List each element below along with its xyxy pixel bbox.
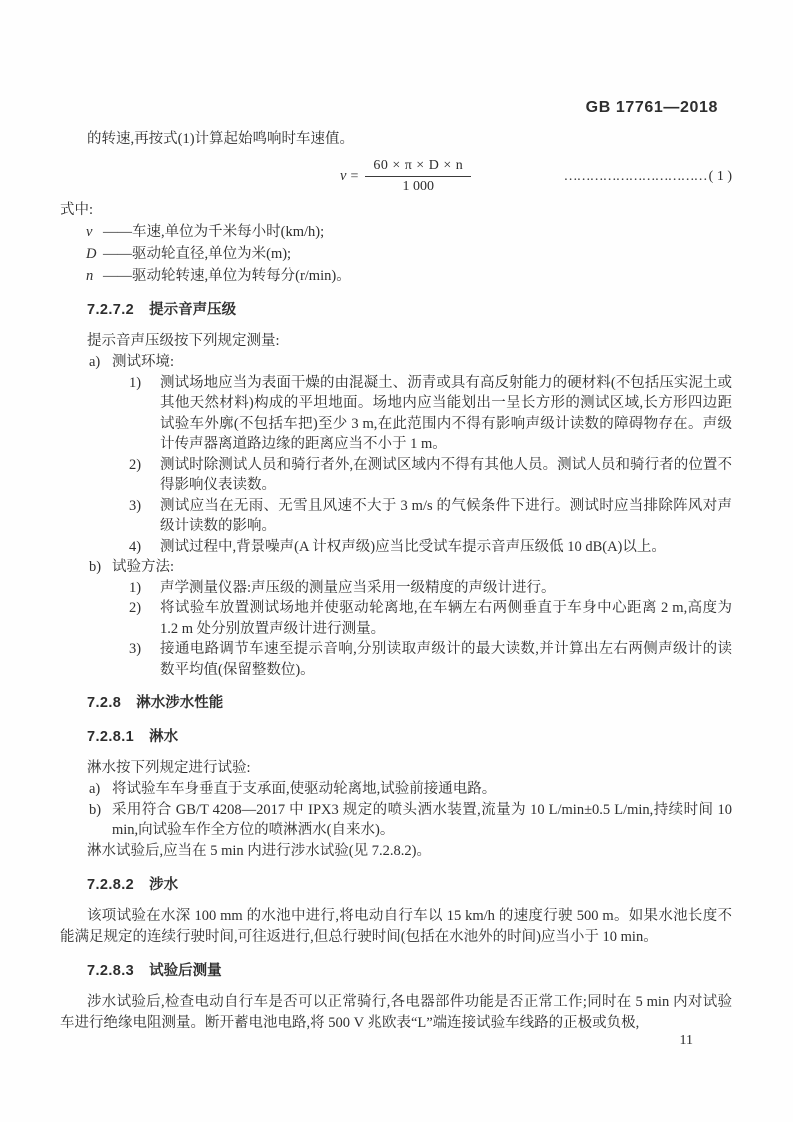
equation-number: ( 1 ) — [708, 168, 732, 184]
list-text: 声学测量仪器:声压级的测量应当采用一级精度的声级计进行。 — [160, 579, 556, 596]
list-text: 试验方法: — [112, 559, 175, 575]
formula-variable: v — [340, 168, 347, 184]
list-label: a) — [89, 781, 101, 797]
formula-expression — [340, 158, 471, 195]
list-item-b — [60, 557, 732, 578]
clause-number: 7.2.8.2 — [87, 876, 135, 893]
list-item-a — [60, 352, 732, 373]
symbol-v: v — [86, 224, 93, 240]
list-text: 测试场地应当为表面干燥的由混凝土、沥青或具有高反射能力的硬材料(不包括压实泥土或其他天然材料)构成的平坦地面。场地内应当能划出一呈长方形的测试区域,长方形四边距试验车外廓(不包括车把)至少 3 m,在此范围内不得有影响声级计读数的障碍物存在。声级计传声器离道路边缘的距离应当不小于 1 m。 — [160, 374, 732, 452]
list-text: 测试应当在无雨、无雪且风速不大于 3 m/s 的气候条件下进行。测试时应当排除阵风对声级计读数的影响。 — [160, 497, 732, 534]
list-label: b) — [89, 559, 102, 575]
list-label: 2) — [129, 456, 142, 473]
list-item-a4 — [60, 537, 732, 558]
clause-title: 淋水涉水性能 — [136, 695, 224, 711]
list-item-b2 — [60, 598, 732, 639]
fraction — [365, 158, 471, 195]
formula-leader — [564, 169, 732, 185]
list-label: 1) — [129, 579, 142, 596]
section-intro: 提示音声压级按下列规定测量: — [87, 333, 280, 349]
list-item-a3 — [60, 496, 732, 537]
fraction-denominator: 1 000 — [402, 179, 435, 194]
list-label: b) — [89, 801, 102, 818]
term-desc: 驱动轮转速,单位为转每分(r/min)。 — [132, 268, 351, 284]
clause-title: 试验后测量 — [149, 962, 222, 979]
fraction-numerator: 60 × π × D × n — [365, 158, 471, 177]
list-item-a — [60, 779, 732, 800]
list-label: 3) — [129, 497, 142, 514]
clause-number: 7.2.8 — [87, 695, 122, 711]
heading-7283 — [87, 961, 732, 982]
clause-title: 提示音声压级 — [149, 302, 237, 318]
list-item-b1 — [60, 578, 732, 599]
list-label: a) — [89, 354, 101, 370]
where-term-v — [60, 221, 732, 243]
list-label: 2) — [129, 600, 142, 616]
dash: —— — [103, 246, 132, 262]
clause-number: 7.2.7.2 — [87, 302, 135, 318]
clause-title: 淋水 — [149, 729, 179, 745]
where-clause-label: 式中: — [60, 202, 94, 218]
clause-title: 涉水 — [149, 876, 179, 893]
list-item-a2 — [60, 455, 732, 496]
list-text: 将试验车车身垂直于支承面,使驱动轮离地,试验前接通电路。 — [112, 781, 497, 797]
heading-728 — [87, 693, 732, 714]
formula-1 — [60, 158, 732, 195]
standard-code: GB 17761—2018 — [585, 99, 718, 116]
list-label: 3) — [129, 641, 142, 657]
list-text: 测试时除测试人员和骑行者外,在测试区域内不得有其他人员。测试人员和骑行者的位置不得影响仪表读数。 — [160, 456, 732, 493]
section-intro: 淋水按下列规定进行试验: — [87, 760, 251, 776]
page-number: 11 — [679, 1033, 693, 1048]
section-paragraph: 涉水试验后,检查电动自行车是否可以正常骑行,各电器部件功能是否正常工作;同时在 5 min 内对试验车进行绝缘电阻测量。断开蓄电池电路,将 500 V 兆欧表“L”端连接试验车线路的正极或负极, — [60, 993, 732, 1031]
dash: —— — [103, 224, 132, 240]
equals-sign: = — [350, 168, 359, 184]
lead-paragraph: 的转速,再按式(1)计算起始鸣响时车速值。 — [87, 131, 355, 147]
symbol-n: n — [86, 268, 94, 284]
list-text: 接通电路调节车速至提示音响,分别读取声级计的最大读数,并计算出左右两侧声级计的读数平均值(保留整数位)。 — [160, 641, 732, 678]
term-desc: 驱动轮直径,单位为米(m); — [132, 246, 292, 262]
list-item-a1 — [60, 373, 732, 455]
section-paragraph: 该项试验在水深 100 mm 的水池中进行,将电动自行车以 15 km/h 的速度行驶 500 m。如果水池长度不能满足规定的连续行驶时间,可往返进行,但总行驶时间(包括在水池外的时间)应当小于 10 min。 — [60, 907, 732, 945]
list-text: 测试过程中,背景噪声(A 计权声级)应当比受试车提示音声压级低 10 dB(A)以上。 — [160, 538, 666, 555]
list-text: 采用符合 GB/T 4208—2017 中 IPX3 规定的喷头洒水装置,流量为 10 L/min±0.5 L/min,持续时间 10 min,向试验车作全方位的喷淋洒水(自来水)。 — [112, 801, 732, 838]
heading-7272 — [87, 300, 732, 321]
where-term-D — [60, 243, 732, 265]
section-closing: 淋水试验后,应当在 5 min 内进行涉水试验(见 7.2.8.2)。 — [87, 842, 431, 859]
clause-number: 7.2.8.3 — [87, 962, 135, 979]
dash: —— — [103, 268, 132, 284]
symbol-D: D — [86, 246, 97, 262]
heading-7282 — [87, 875, 732, 896]
clause-number: 7.2.8.1 — [87, 729, 135, 745]
term-desc: 车速,单位为千米每小时(km/h); — [132, 224, 325, 240]
list-label: 4) — [129, 538, 142, 555]
heading-7281 — [87, 727, 732, 748]
where-term-n — [60, 265, 732, 287]
list-label: 1) — [129, 374, 142, 391]
list-text: 将试验车放置测试场地并使驱动轮离地,在车辆左右两侧垂直于车身中心距离 2 m,高度为 1.2 m 处分别放置声级计进行测量。 — [160, 600, 732, 637]
list-text: 测试环境: — [112, 354, 175, 370]
list-item-b — [60, 800, 732, 841]
leader-dots: …………………………… — [563, 168, 707, 184]
list-item-b3 — [60, 639, 732, 680]
